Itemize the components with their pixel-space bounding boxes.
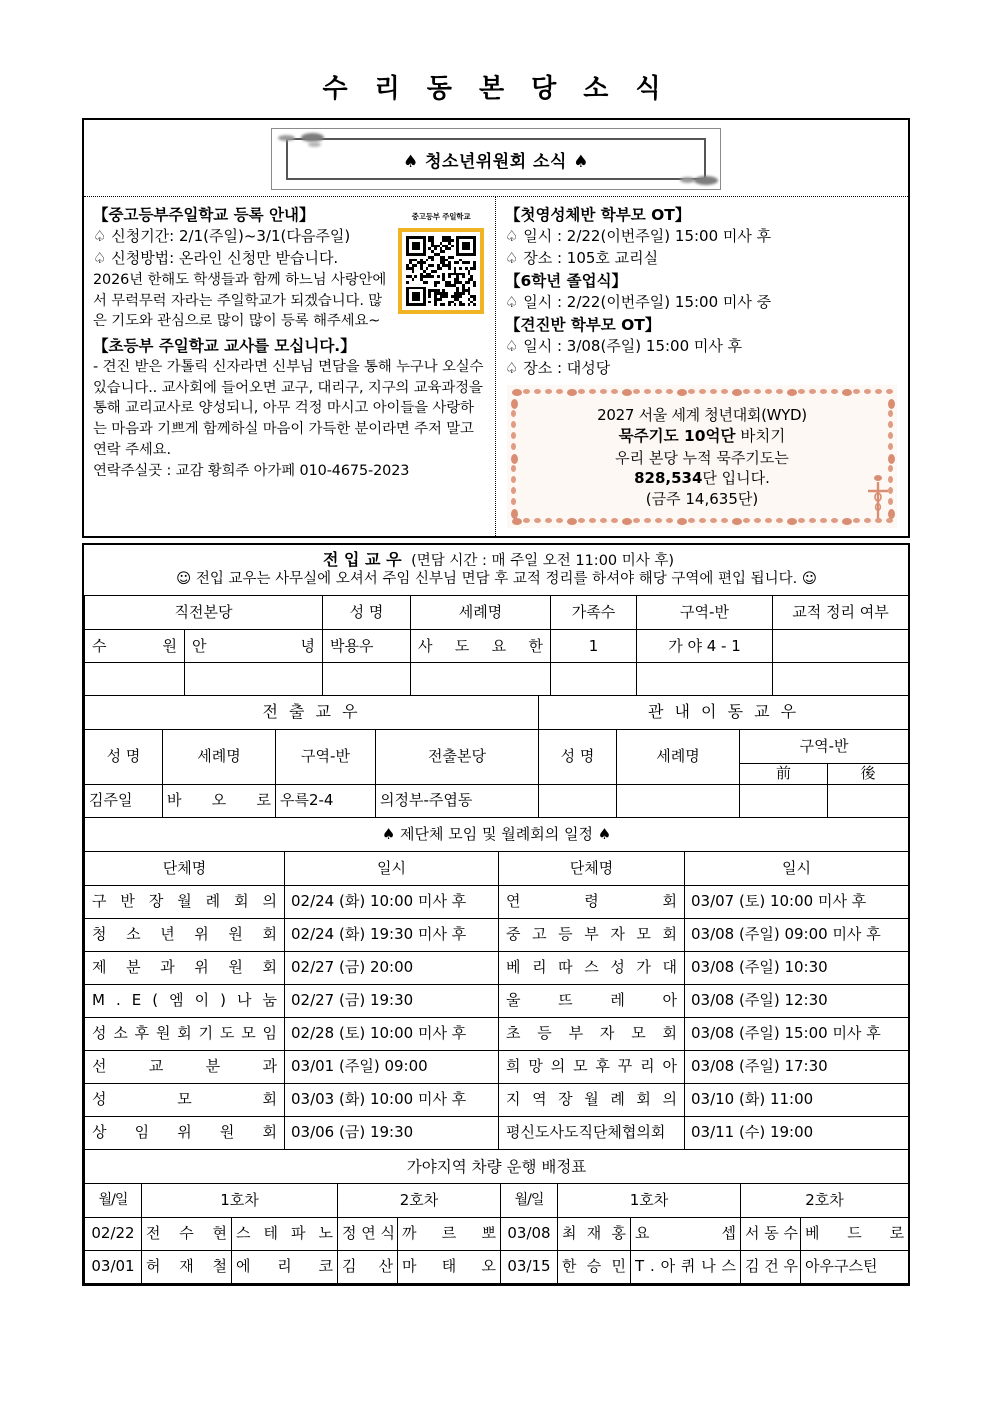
- rosary-bead-icon: [600, 518, 607, 523]
- parish-tables-frame: [82, 543, 910, 1286]
- meeting-datetime: 03/08 (주일) 15:00 미사 후: [685, 1017, 909, 1050]
- elementary-teacher-paragraph: - 견진 받은 가톨릭 신자라면 신부님 면담을 통해 누구나 오실수 있습니다.. 교사회에 들어오면 교구, 대리구, 지구의 교육과정을 통해 교리교사로 양성되니, 아무 걱정 마시고 아이들을 사랑하는 마음과 기쁘게 함께하실 마음이 가득한 분이라면 주저 말고 연락 주세요.: [93, 358, 484, 458]
- incoming-header-prev-parish: 직전본당: [85, 596, 323, 630]
- rosary-bead-icon: [622, 389, 632, 396]
- notices-left-column: [84, 197, 496, 536]
- rosary-bead-icon: [578, 518, 585, 523]
- incoming-header-status: 교적 정리 여부: [773, 596, 909, 630]
- confirmation-ot-heading: 【견진반 학부모 OT】: [505, 315, 661, 334]
- incoming-header-family: 가족수: [551, 596, 637, 630]
- incoming-title-main: 전 입 교 우: [322, 549, 408, 569]
- registration-period-line: ♤ 신청기간: 2/1(주일)~3/1(다음주일): [93, 227, 351, 245]
- rosary-bead-icon: [776, 389, 783, 394]
- meeting-org-name: 지 역 장 월 례 회 의: [499, 1083, 685, 1116]
- rosary-bead-icon: [600, 389, 607, 394]
- rosary-bead-icon: [798, 389, 805, 394]
- meeting-datetime: 02/28 (토) 10:00 미사 후: [285, 1017, 499, 1050]
- vehicle-car2-baptismal: 아우구스틴: [801, 1250, 909, 1283]
- grade6-graduation-datetime: ♤ 일시 : 2/22(이번주일) 15:00 미사 중: [505, 292, 772, 311]
- table-row: [85, 885, 909, 918]
- meeting-org-name: 상 임 위 원 회: [85, 1116, 285, 1149]
- incoming-parish-b-empty: [185, 663, 323, 696]
- vehicle-car2-baptismal: 마 태 오: [398, 1250, 501, 1283]
- incoming-note: ☺ 전입 교우는 사무실에 오셔서 주임 신부님 면담 후 교적 정리를 하셔야 해당 구역에 편입 됩니다. ☺: [176, 571, 817, 588]
- vehicle-header-car1-right: 1호차: [558, 1183, 741, 1217]
- outgoing-district: 우륵2-4: [276, 784, 376, 817]
- vehicle-car1-baptismal: 스 테 파 노: [232, 1217, 338, 1250]
- first-communion-ot-datetime: ♤ 일시 : 2/22(이번주일) 15:00 미사 후: [505, 227, 772, 245]
- meetings-header-datetime-1: 일시: [285, 851, 499, 885]
- meetings-header-org-1: 단체명: [85, 851, 285, 885]
- rosary-bead-icon: [644, 389, 651, 394]
- vehicle-car2-name: 정 연 식: [338, 1217, 398, 1250]
- vehicle-car2-baptismal: 베 드 로: [801, 1217, 909, 1250]
- rosary-bead-icon: [655, 518, 662, 523]
- rosary-bead-icon: [732, 518, 742, 525]
- meeting-org-name: 울 뜨 레 아: [499, 984, 685, 1017]
- rosary-bead-icon: [699, 518, 706, 523]
- rosary-bead-icon: [611, 518, 618, 523]
- vehicle-car1-baptismal: 에 리 코: [232, 1250, 338, 1283]
- table-row: [85, 984, 909, 1017]
- rosary-bead-icon: [511, 432, 516, 439]
- qr-code-frame[interactable]: [398, 228, 484, 314]
- meeting-datetime: 03/06 (금) 19:30: [285, 1116, 499, 1149]
- rosary-bead-icon: [644, 518, 651, 523]
- vehicle-date: 03/01: [85, 1250, 142, 1283]
- rosary-bead-icon: [688, 518, 695, 523]
- meeting-datetime: 02/24 (화) 19:30 미사 후: [285, 918, 499, 951]
- outgoing-section-title: 전 출 교 우: [85, 696, 539, 730]
- meeting-org-name: 초 등 부 자 모 회: [499, 1017, 685, 1050]
- outgoing-baptismal: 바 오 로: [163, 784, 276, 817]
- wyd-line-2-rest: 바치기: [735, 427, 786, 446]
- meeting-datetime: 03/08 (주일) 12:30: [685, 984, 909, 1017]
- meeting-org-name: 희 망 의 모 후 꾸 리 아: [499, 1050, 685, 1083]
- meeting-org-name: M . E ( 엠 이 ) 나 눔: [85, 984, 285, 1017]
- page-title: 수 리 동 본 당 소 식: [322, 74, 670, 104]
- registration-paragraph: 2026년 한해도 학생들과 함께 하느님 사랑안에서 무럭무럭 자라는 주일학교가 되겠습니다. 많은 기도와 관심으로 많이 많이 등록 해주세요~: [93, 271, 387, 330]
- rosary-bead-icon: [888, 410, 893, 417]
- meetings-header-org-2: 단체명: [499, 851, 685, 885]
- rosary-bead-icon: [831, 389, 838, 394]
- meeting-org-name: 성 소 후 원 회 기 도 모 임: [85, 1017, 285, 1050]
- incoming-district-empty: [637, 663, 773, 696]
- table-row: [85, 1050, 909, 1083]
- table-row: [85, 951, 909, 984]
- rosary-bead-icon: [776, 518, 783, 523]
- table-row: [85, 918, 909, 951]
- rosary-bead-icon: [710, 518, 717, 523]
- rosary-bead-icon: [611, 389, 618, 394]
- rosary-bead-icon: [534, 389, 541, 394]
- rosary-bead-icon: [888, 399, 895, 409]
- vehicle-header-car1-left: 1호차: [142, 1183, 338, 1217]
- meeting-org-name: 연 령 회: [499, 885, 685, 918]
- move-baptismal: [617, 784, 740, 817]
- rosary-bead-icon: [511, 443, 516, 450]
- rosary-bead-icon: [511, 399, 518, 409]
- move-header-baptismal: 세례명: [617, 730, 740, 785]
- rosary-bead-icon: [688, 389, 695, 394]
- move-header-name: 성 명: [539, 730, 617, 785]
- first-communion-ot-location: ♤ 장소 : 105호 교리실: [505, 248, 659, 267]
- meeting-org-name: 제 분 과 위 원 회: [85, 951, 285, 984]
- rosary-bead-icon: [622, 518, 632, 525]
- rosary-bead-icon: [511, 454, 518, 464]
- banner-title: ♠ 청소년위원회 소식 ♠: [402, 151, 590, 172]
- rosary-bead-icon: [888, 487, 893, 494]
- smudge-mark-icon: [301, 133, 324, 142]
- rosary-bead-icon: [511, 476, 516, 483]
- meeting-datetime: 03/03 (화) 10:00 미사 후: [285, 1083, 499, 1116]
- rosary-bead-icon: [853, 518, 860, 523]
- rosary-bead-icon: [666, 518, 673, 523]
- grade6-graduation-heading: 【6학년 졸업식】: [505, 271, 628, 290]
- rosary-bead-icon: [842, 389, 852, 396]
- vehicle-date: 02/22: [85, 1217, 142, 1250]
- meeting-datetime: 03/10 (화) 11:00: [685, 1083, 909, 1116]
- meetings-section-title: ♠ 제단체 모임 및 월례회의 일정 ♠: [85, 817, 909, 851]
- confirmation-ot-location: ♤ 장소 : 대성당: [505, 358, 611, 377]
- table-row: [85, 1116, 909, 1149]
- rosary-bead-icon: [721, 518, 728, 523]
- rosary-bead-icon: [699, 389, 706, 394]
- qr-code-image[interactable]: [406, 236, 476, 306]
- organization-meetings-table: [84, 817, 909, 1150]
- rosary-bead-icon: [511, 465, 516, 472]
- rosary-bead-icon: [743, 389, 750, 394]
- outgoing-name: 김주일: [85, 784, 163, 817]
- incoming-header-name: 성 명: [323, 596, 411, 630]
- wyd-line-4: [521, 468, 883, 489]
- meetings-header-datetime-2: 일시: [685, 851, 909, 885]
- rosary-bead-icon: [888, 421, 893, 428]
- incoming-parish-b: 안 녕: [185, 630, 323, 663]
- outgoing-header-name: 성 명: [85, 730, 163, 785]
- rosary-bead-icon: [886, 389, 893, 394]
- youth-committee-section: [82, 118, 910, 538]
- table-row: [85, 784, 909, 817]
- rosary-bead-icon: [888, 454, 895, 464]
- rosary-bead-icon: [875, 518, 882, 523]
- notices-columns: [84, 196, 908, 536]
- meeting-datetime: 03/08 (주일) 17:30: [685, 1050, 909, 1083]
- incoming-parish-a-empty: [85, 663, 185, 696]
- incoming-family-count: 1: [551, 630, 637, 663]
- move-name: [539, 784, 617, 817]
- meeting-datetime: 03/11 (수) 19:00: [685, 1116, 909, 1149]
- notices-right-column: [496, 197, 908, 536]
- vehicle-header-date-2: 월/일: [501, 1183, 558, 1217]
- meeting-datetime: 02/24 (화) 10:00 미사 후: [285, 885, 499, 918]
- meeting-org-name: 평신도사도직단체협의회: [499, 1116, 685, 1149]
- rosary-bead-icon: [666, 389, 673, 394]
- rosary-bead-icon: [842, 518, 852, 525]
- smudge-mark-icon: [308, 142, 321, 147]
- rosary-bead-icon: [798, 518, 805, 523]
- rosary-bead-icon: [888, 509, 895, 519]
- rosary-bead-icon: [511, 421, 516, 428]
- incoming-family-empty: [551, 663, 637, 696]
- rosary-bead-icon: [545, 389, 552, 394]
- meeting-datetime: 03/07 (토) 10:00 미사 후: [685, 885, 909, 918]
- meeting-datetime: 03/08 (주일) 09:00 미사 후: [685, 918, 909, 951]
- incoming-name-empty: [323, 663, 411, 696]
- meeting-org-name: 선 교 분 과: [85, 1050, 285, 1083]
- table-row: [85, 1083, 909, 1116]
- table-row: [85, 630, 909, 663]
- move-before: [740, 784, 828, 817]
- outgoing-header-parish: 전출본당: [376, 730, 539, 785]
- internal-move-section-title: 관 내 이 동 교 우: [539, 696, 909, 730]
- rosary-bead-icon: [809, 518, 816, 523]
- wyd-rosary-box: [507, 385, 897, 527]
- rosary-bead-icon: [677, 518, 687, 525]
- outgoing-header-district: 구역-반: [276, 730, 376, 785]
- rosary-bead-icon: [655, 389, 662, 394]
- vehicle-car2-name: 김 산: [338, 1250, 398, 1283]
- first-communion-ot-heading: 【첫영성체반 학부모 OT】: [505, 206, 691, 224]
- wyd-line-3: 우리 본당 누적 묵주기도는: [615, 448, 789, 467]
- incoming-name: 박용우: [323, 630, 411, 663]
- rosary-bead-icon: [754, 389, 761, 394]
- vehicle-car1-baptismal: T . 아 퀴 나 스: [631, 1250, 741, 1283]
- rosary-bead-icon: [886, 518, 893, 523]
- vehicle-section-title: 가야지역 차량 운행 배정표: [85, 1149, 909, 1183]
- rosary-bead-icon: [589, 389, 596, 394]
- rosary-bead-icon: [567, 389, 577, 396]
- move-header-after: 後: [828, 764, 909, 785]
- rosary-bead-icon: [567, 518, 577, 525]
- vehicle-date: 03/15: [501, 1250, 558, 1283]
- rosary-bead-icon: [523, 518, 530, 523]
- rosary-bead-icon: [534, 518, 541, 523]
- meeting-org-name: 중 고 등 부 자 모 회: [499, 918, 685, 951]
- rosary-bead-icon: [633, 518, 640, 523]
- move-after: [828, 784, 909, 817]
- incoming-status: [773, 630, 909, 663]
- rosary-bead-icon: [787, 518, 797, 525]
- vehicle-schedule-table: [84, 1149, 909, 1284]
- vehicle-car1-name: 전 수 현: [142, 1217, 232, 1250]
- rosary-bead-icon: [864, 389, 871, 394]
- incoming-title-sub: (면담 시간 : 매 주일 오전 11:00 미사 후): [411, 552, 675, 569]
- meeting-org-name: 청 소 년 위 원 회: [85, 918, 285, 951]
- incoming-baptismal-empty: [411, 663, 551, 696]
- smudge-mark-icon: [680, 177, 695, 183]
- vehicle-car2-name: 서 동 수: [741, 1217, 801, 1250]
- meeting-datetime: 03/01 (주일) 09:00: [285, 1050, 499, 1083]
- rosary-bead-icon: [888, 498, 893, 505]
- rosary-bead-icon: [511, 410, 516, 417]
- wyd-line-1: 2027 서울 세계 청년대회(WYD): [597, 406, 807, 425]
- rosary-bead-icon: [545, 518, 552, 523]
- meeting-datetime: 02/27 (금) 19:30: [285, 984, 499, 1017]
- rosary-bead-icon: [787, 389, 797, 396]
- incoming-baptismal: 사 도 요 한: [411, 630, 551, 663]
- incoming-header-baptismal: 세례명: [411, 596, 551, 630]
- incoming-title-row: [89, 550, 905, 571]
- rosary-bead-icon: [633, 389, 640, 394]
- vehicle-car1-name: 허 재 철: [142, 1250, 232, 1283]
- incoming-header-district: 구역-반: [637, 596, 773, 630]
- outgoing-header-baptismal: 세례명: [163, 730, 276, 785]
- teacher-contact-line: 연락주실곳 : 교감 황희주 아가페 010-4675-2023: [93, 462, 410, 479]
- table-row: [85, 1017, 909, 1050]
- registration-method-line: ♤ 신청방법: 온라인 신청만 받습니다.: [93, 248, 339, 267]
- rosary-bead-icon: [864, 518, 871, 523]
- rosary-bead-icon: [809, 389, 816, 394]
- qr-caption: 중고등부 주일학교: [411, 212, 471, 221]
- rosary-bead-icon: [556, 389, 563, 394]
- youth-committee-banner: [271, 128, 721, 190]
- meeting-org-name: 베 리 따 스 성 가 대: [499, 951, 685, 984]
- confirmation-ot-datetime: ♤ 일시 : 3/08(주일) 15:00 미사 후: [505, 336, 743, 355]
- table-row: [85, 1217, 909, 1250]
- rosary-bead-icon: [875, 389, 882, 394]
- rosary-bead-icon: [710, 389, 717, 394]
- banner-container: [84, 120, 908, 196]
- rosary-bead-icon: [721, 389, 728, 394]
- rosary-bead-icon: [677, 389, 687, 396]
- rosary-bead-icon: [853, 389, 860, 394]
- rosary-bead-icon: [578, 389, 585, 394]
- rosary-bead-icon: [523, 389, 530, 394]
- rosary-bead-icon: [511, 487, 516, 494]
- vehicle-header-car2-left: 2호차: [338, 1183, 501, 1217]
- meeting-datetime: 03/08 (주일) 10:30: [685, 951, 909, 984]
- table-row: [85, 1250, 909, 1283]
- incoming-parishioners-table: [84, 545, 909, 697]
- vehicle-header-date-1: 월/일: [85, 1183, 142, 1217]
- vehicle-car2-baptismal: 까 르 뽀: [398, 1217, 501, 1250]
- smudge-mark-icon: [278, 135, 295, 141]
- rosary-bead-icon: [754, 518, 761, 523]
- vehicle-car1-name: 최 재 홍: [558, 1217, 631, 1250]
- smudge-mark-icon: [694, 176, 718, 185]
- wyd-line-4-rest: 단 입니다.: [702, 469, 770, 488]
- rosary-bead-icon: [765, 389, 772, 394]
- rosary-bead-icon: [888, 443, 893, 450]
- vehicle-date: 03/08: [501, 1217, 558, 1250]
- table-row: [85, 663, 909, 696]
- meeting-org-name: 성 모 회: [85, 1083, 285, 1116]
- rosary-bead-icon: [512, 518, 522, 525]
- vehicle-header-car2-right: 2호차: [741, 1183, 909, 1217]
- wyd-weekly-count: (금주 14,635단): [645, 489, 759, 508]
- vehicle-car1-name: 한 승 민: [558, 1250, 631, 1283]
- rosary-bead-icon: [820, 389, 827, 394]
- rosary-bead-icon: [888, 432, 893, 439]
- middle-high-registration-heading: 【중고등부주일학교 등록 안내】: [93, 206, 315, 224]
- rosary-bead-icon: [589, 518, 596, 523]
- rosary-bead-icon: [556, 518, 563, 523]
- rosary-bead-icon: [511, 498, 516, 505]
- rosary-bead-icon: [743, 518, 750, 523]
- rosary-bead-icon: [820, 518, 827, 523]
- vehicle-body: [85, 1217, 909, 1283]
- incoming-title-cell: [85, 545, 909, 596]
- incoming-parish-a: 수 원: [85, 630, 185, 663]
- rosary-bead-icon: [512, 389, 522, 396]
- incoming-status-empty: [773, 663, 909, 696]
- meetings-body: [85, 885, 909, 1149]
- rosary-bead-icon: [888, 476, 893, 483]
- qr-code-block: [395, 211, 487, 314]
- outgoing-parishioners-table: [84, 695, 909, 818]
- move-header-district: 구역-반: [740, 730, 909, 764]
- vehicle-car1-baptismal: 요 셉: [631, 1217, 741, 1250]
- outgoing-parish: 의정부-주엽동: [376, 784, 539, 817]
- wyd-line-2: [521, 426, 883, 447]
- wyd-total-count: 828,534: [634, 469, 703, 488]
- rosary-bead-icon: [732, 389, 742, 396]
- meeting-org-name: 구 반 장 월 례 회 의: [85, 885, 285, 918]
- rosary-bead-icon: [888, 465, 893, 472]
- meeting-datetime: 02/27 (금) 20:00: [285, 951, 499, 984]
- wyd-line-2-bold: 묵주기도 10억단: [618, 427, 736, 446]
- vehicle-car2-name: 김 건 우: [741, 1250, 801, 1283]
- move-header-before: 前: [740, 764, 828, 785]
- rosary-bead-icon: [765, 518, 772, 523]
- elementary-teacher-heading: 【초등부 주일학교 교사를 모십니다.】: [93, 336, 356, 355]
- incoming-district: 가 야 4 - 1: [637, 630, 773, 663]
- rosary-bead-icon: [831, 518, 838, 523]
